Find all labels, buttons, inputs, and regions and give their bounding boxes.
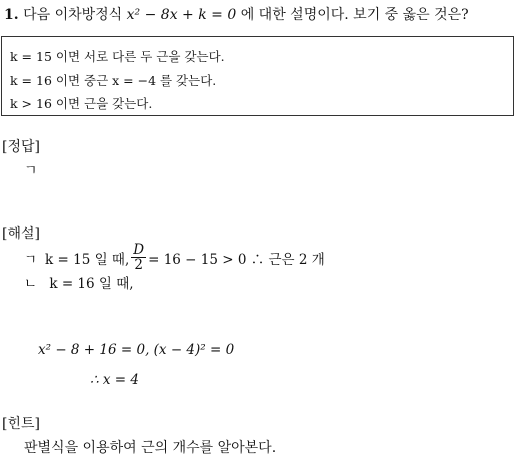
explanation-marker-1: ㄱ bbox=[24, 252, 38, 268]
question-text-after: 에 대한 설명이다. 보기 중 옳은 것은? bbox=[236, 7, 469, 23]
explanation-marker-2: ㄴ bbox=[24, 276, 38, 292]
question-number: 1. bbox=[4, 7, 19, 23]
explanation-line-2 bbox=[24, 272, 134, 292]
question-text-before: 다음 이차방정식 bbox=[23, 7, 127, 23]
explanation-line1-prefix: k = 15 일 때, bbox=[45, 252, 130, 268]
option-3: k > 16 이면 근을 갖는다. bbox=[10, 96, 153, 111]
question bbox=[4, 4, 469, 24]
answer-value: ㄱ bbox=[24, 163, 38, 179]
fraction-denominator: 2 bbox=[134, 257, 143, 274]
option-1: k = 15 이면 서로 다른 두 근을 갖는다. bbox=[10, 49, 225, 64]
question-equation: x² − 8x + k = 0 bbox=[126, 7, 237, 23]
equation-1: x² − 8 + 16 = 0, (x − 4)² = 0 bbox=[38, 342, 235, 358]
hint-text: 판별식을 이용하여 근의 개수를 알아본다. bbox=[24, 440, 277, 456]
hint-heading: [힌트] bbox=[2, 416, 40, 432]
option-2: k = 16 이면 중근 x = −4 를 갖는다. bbox=[10, 73, 217, 88]
equation-2: ∴ x = 4 bbox=[90, 372, 139, 388]
explanation-heading: [해설] bbox=[2, 226, 40, 242]
explanation-line2-text: k = 16 일 때, bbox=[49, 276, 134, 292]
fraction-numerator: D bbox=[133, 241, 145, 258]
explanation-line1-rest: = 16 − 15 > 0 ∴ 근은 2 개 bbox=[148, 252, 325, 268]
discriminant-fraction bbox=[131, 243, 146, 273]
answer-heading: [정답] bbox=[2, 139, 40, 155]
